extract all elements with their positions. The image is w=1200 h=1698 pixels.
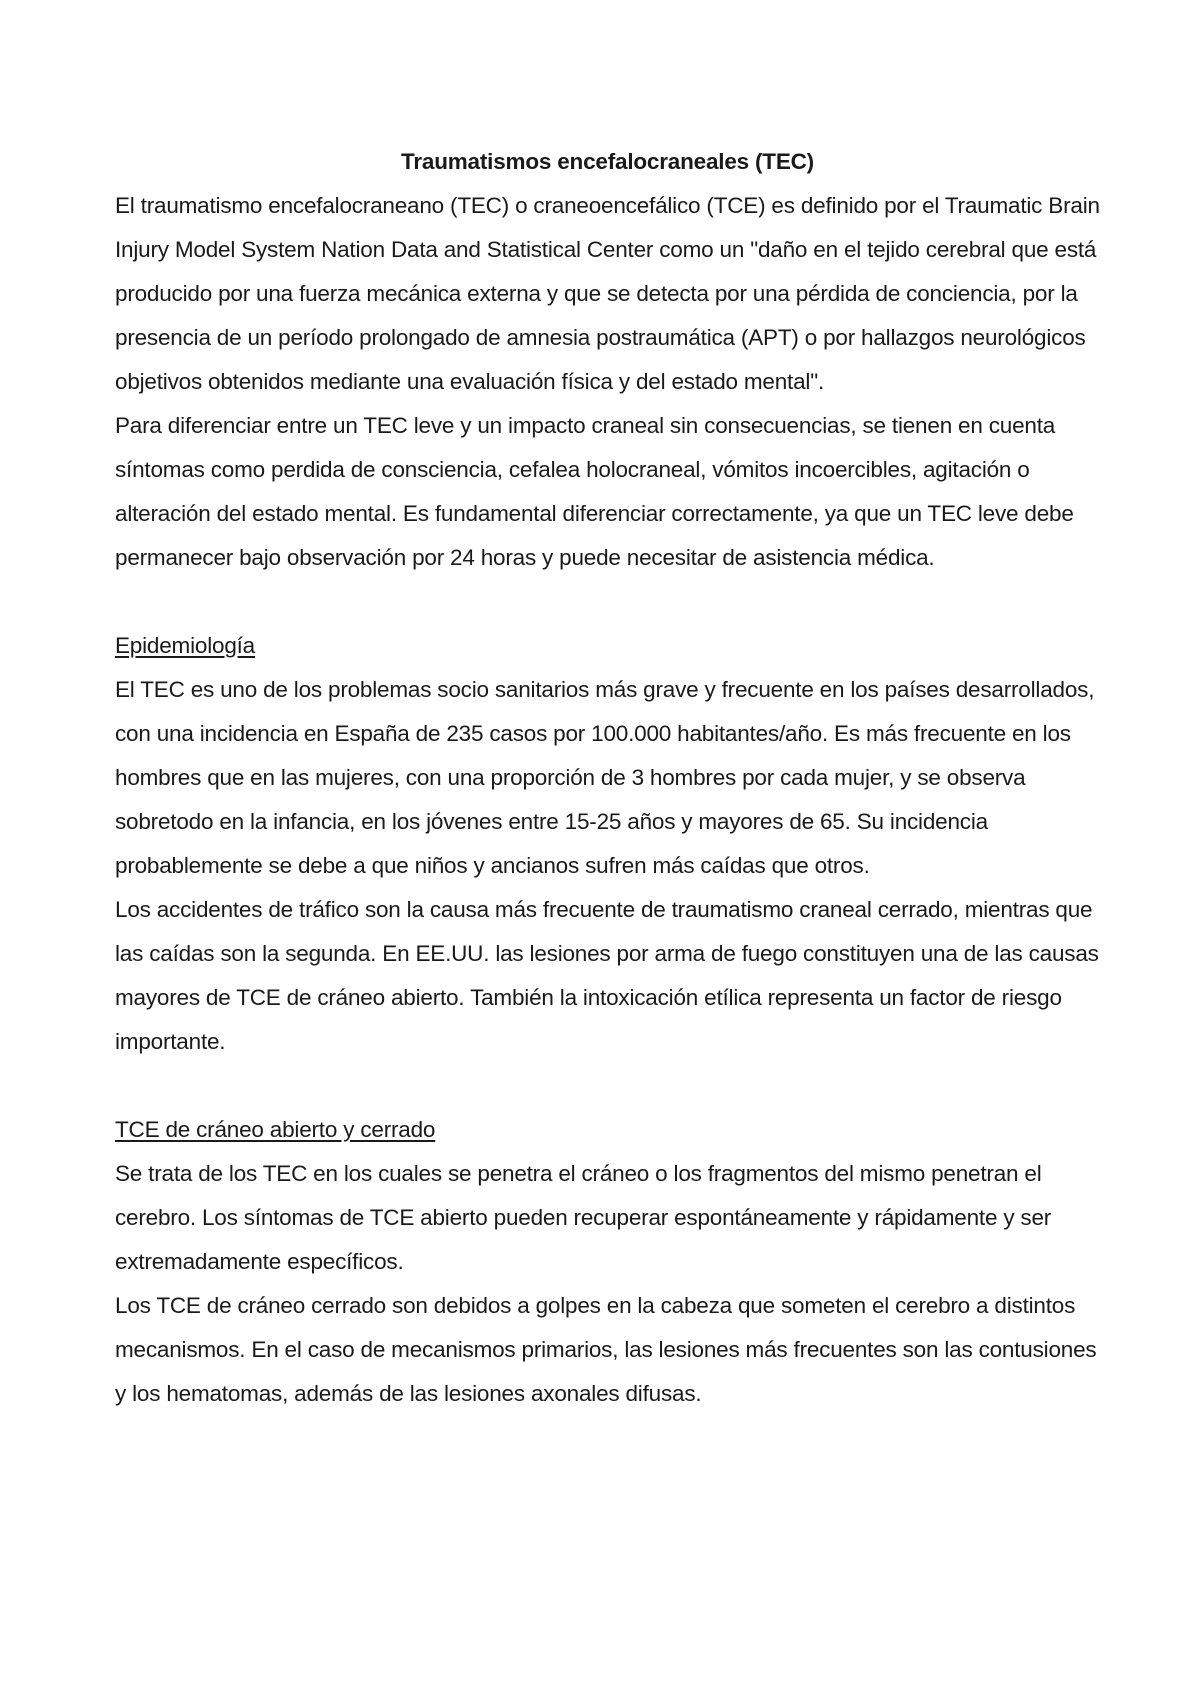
- document-title: Traumatismos encefalocraneales (TEC): [401, 149, 814, 174]
- section-paragraph: Se trata de los TEC en los cuales se penetra el cráneo o los fragmentos del mismo penetran el cerebro. Los síntomas de TCE abierto pueden recuperar espontáneamente y rápidamente y ser extremadamente específicos.: [115, 1161, 1052, 1274]
- section-paragraph: Los TCE de cráneo cerrado son debidos a golpes en la cabeza que someten el cerebro a distintos mecanismos. En el caso de mecanismos primarios, las lesiones más frecuentes son las contusiones y los hematomas, además de las lesiones axonales difusas.: [115, 1293, 1097, 1406]
- intro-paragraph: Para diferenciar entre un TEC leve y un impacto craneal sin consecuencias, se tienen en cuenta síntomas como perdida de consciencia, cefalea holocraneal, vómitos incoercibles, agitación o alteración del estado mental. Es fundamental diferenciar correctamente, ya que un TEC leve debe permanecer bajo observación por 24 horas y puede necesitar de asistencia médica.: [115, 413, 1074, 570]
- section-paragraph: El TEC es uno de los problemas socio sanitarios más grave y frecuente en los países desarrollados, con una incidencia en España de 235 casos por 100.000 habitantes/año. Es más frecuente en los hombres que en las mujeres, con una proporción de 3 hombres por cada mujer, y se observa sobretodo en la infancia, en los jóvenes entre 15-25 años y mayores de 65. Su incidencia probablemente se debe a que niños y ancianos sufren más caídas que otros.: [115, 677, 1095, 878]
- section-heading-tce-craneo: TCE de cráneo abierto y cerrado: [115, 1117, 436, 1142]
- section-paragraph: Los accidentes de tráfico son la causa más frecuente de traumatismo craneal cerrado, mientras que las caídas son la segunda. En EE.UU. las lesiones por arma de fuego constituyen una de las causas mayores de TCE de cráneo abierto. También la intoxicación etílica representa un factor de riesgo importante.: [115, 897, 1099, 1054]
- intro-paragraph: El traumatismo encefalocraneano (TEC) o craneoencefálico (TCE) es definido por el Traumatic Brain Injury Model System Nation Data and Statistical Center como un "daño en el tejido cerebral que está producido por una fuerza mecánica externa y que se detecta por una pérdida de conciencia, por la presencia de un período prolongado de amnesia postraumática (APT) o por hallazgos neurológicos objetivos obtenidos mediante una evaluación física y del estado mental".: [115, 193, 1100, 394]
- document-page: [115, 140, 1100, 1416]
- paragraph-spacer: [115, 1064, 1100, 1108]
- section-heading-epidemiologia: Epidemiología: [115, 633, 255, 658]
- paragraph-spacer: [115, 580, 1100, 624]
